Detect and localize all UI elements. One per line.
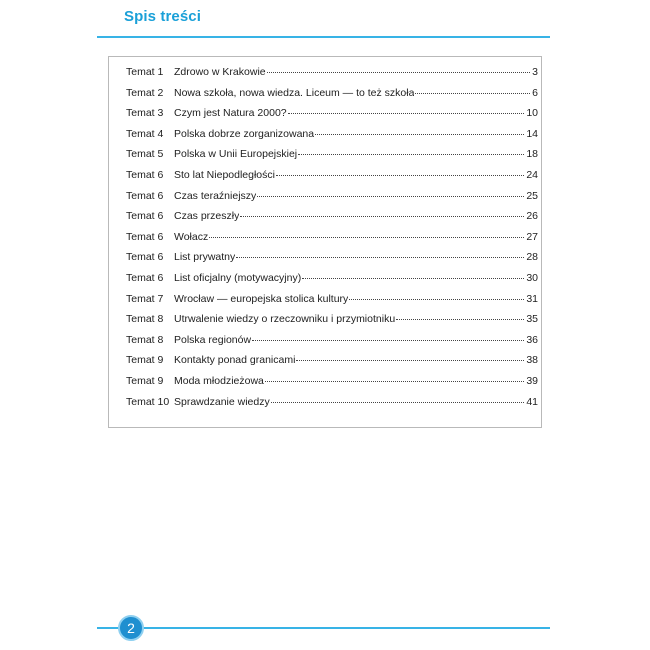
toc-page-number: 31 — [526, 292, 538, 305]
toc-topic-number: Temat 5 — [126, 148, 164, 161]
dot-leader — [315, 134, 524, 135]
page-title: Spis treści — [124, 8, 201, 25]
toc-topic-number: Temat 2 — [126, 86, 164, 99]
toc-page-number: 3 — [532, 66, 538, 78]
dot-leader — [276, 175, 524, 176]
header-divider — [97, 36, 550, 38]
toc-topic-number: Temat 3 — [126, 107, 164, 120]
dot-leader — [267, 72, 531, 73]
toc-entry — [126, 87, 538, 108]
toc-topic-number: Temat 8 — [126, 333, 164, 346]
toc-topic-number: Temat 1 — [126, 66, 164, 78]
toc-entry-title: Zdrowo w Krakowie — [174, 66, 266, 78]
toc-topic-number: Temat 7 — [126, 292, 164, 305]
toc-topic-number: Temat 6 — [126, 189, 164, 202]
toc-entry-title: Sto lat Niepodległości — [174, 168, 275, 181]
toc-entry-title: Polska regionów — [174, 333, 252, 346]
toc-entry-title: Czas przeszły — [174, 210, 240, 223]
dot-leader — [302, 278, 524, 279]
toc-topic-number: Temat 9 — [126, 374, 164, 387]
toc-topic-number: Temat 10 — [126, 395, 170, 408]
toc-page-number: 14 — [526, 127, 538, 140]
toc-page-number: 25 — [526, 189, 538, 202]
toc-topic-number: Temat 6 — [126, 251, 164, 264]
toc-topic-number: Temat 6 — [126, 271, 164, 284]
dot-leader — [252, 340, 524, 341]
dot-leader — [288, 113, 525, 114]
toc-entry — [126, 169, 538, 190]
toc-topic-number: Temat 8 — [126, 313, 164, 326]
dot-leader — [271, 402, 525, 403]
dot-leader — [349, 299, 524, 300]
toc-page-number: 18 — [526, 148, 538, 161]
toc-entry-title: Utrwalenie wiedzy o rzeczowniku i przymiotniku — [174, 313, 396, 326]
toc-entry — [126, 107, 538, 128]
dot-leader — [209, 237, 524, 238]
footer-divider — [97, 627, 550, 629]
toc-entry-title: Polska dobrze zorganizowana — [174, 127, 315, 140]
toc-entry-title: Sprawdzanie wiedzy — [174, 395, 270, 408]
toc-entry — [126, 231, 538, 252]
toc-page-number: 38 — [526, 354, 538, 367]
dot-leader — [296, 360, 524, 361]
toc-entry-title: List prywatny — [174, 251, 236, 264]
toc-entry — [126, 396, 538, 417]
toc-entry-title: Moda młodzieżowa — [174, 374, 264, 387]
toc-list — [126, 66, 538, 416]
toc-topic-number: Temat 6 — [126, 168, 164, 181]
toc-page-number: 6 — [532, 86, 538, 99]
toc-topic-number: Temat 6 — [126, 230, 164, 243]
toc-entry-title: List oficjalny (motywacyjny) — [174, 271, 302, 284]
toc-entry — [126, 272, 538, 293]
dot-leader — [236, 257, 524, 258]
dot-leader — [298, 154, 524, 155]
toc-page-number: 26 — [526, 210, 538, 223]
toc-page-number: 27 — [526, 230, 538, 243]
toc-page-number: 35 — [526, 313, 538, 326]
toc-entry — [126, 334, 538, 355]
toc-entry — [126, 190, 538, 211]
toc-page-number: 39 — [526, 374, 538, 387]
toc-page-number: 41 — [526, 395, 538, 408]
toc-page-number: 28 — [526, 251, 538, 264]
toc-page-number: 30 — [526, 271, 538, 284]
toc-topic-number: Temat 9 — [126, 354, 164, 367]
dot-leader — [396, 319, 524, 320]
toc-entry-title: Kontakty ponad granicami — [174, 354, 296, 367]
toc-topic-number: Temat 4 — [126, 127, 164, 140]
toc-entry-title: Wołacz — [174, 230, 209, 243]
toc-entry — [126, 251, 538, 272]
toc-page-number: 24 — [526, 168, 538, 181]
dot-leader — [257, 196, 524, 197]
toc-entry — [126, 210, 538, 231]
toc-entry-title: Czym jest Natura 2000? — [174, 107, 287, 120]
toc-entry — [126, 375, 538, 396]
dot-leader — [415, 93, 530, 94]
toc-entry-title: Wrocław — europejska stolica kultury — [174, 292, 349, 305]
page-number-badge: 2 — [118, 615, 144, 641]
toc-entry — [126, 354, 538, 375]
toc-page-number: 10 — [526, 107, 538, 120]
toc-entry-title: Czas teraźniejszy — [174, 189, 257, 202]
toc-entry — [126, 293, 538, 314]
toc-entry-title: Nowa szkoła, nowa wiedza. Liceum — to też szkoła — [174, 86, 415, 99]
toc-entry — [126, 148, 538, 169]
toc-entry — [126, 128, 538, 149]
toc-page-number: 36 — [526, 333, 538, 346]
toc-entry — [126, 66, 538, 87]
toc-entry — [126, 313, 538, 334]
toc-topic-number: Temat 6 — [126, 210, 164, 223]
dot-leader — [240, 216, 524, 217]
dot-leader — [265, 381, 524, 382]
toc-entry-title: Polska w Unii Europejskiej — [174, 148, 298, 161]
